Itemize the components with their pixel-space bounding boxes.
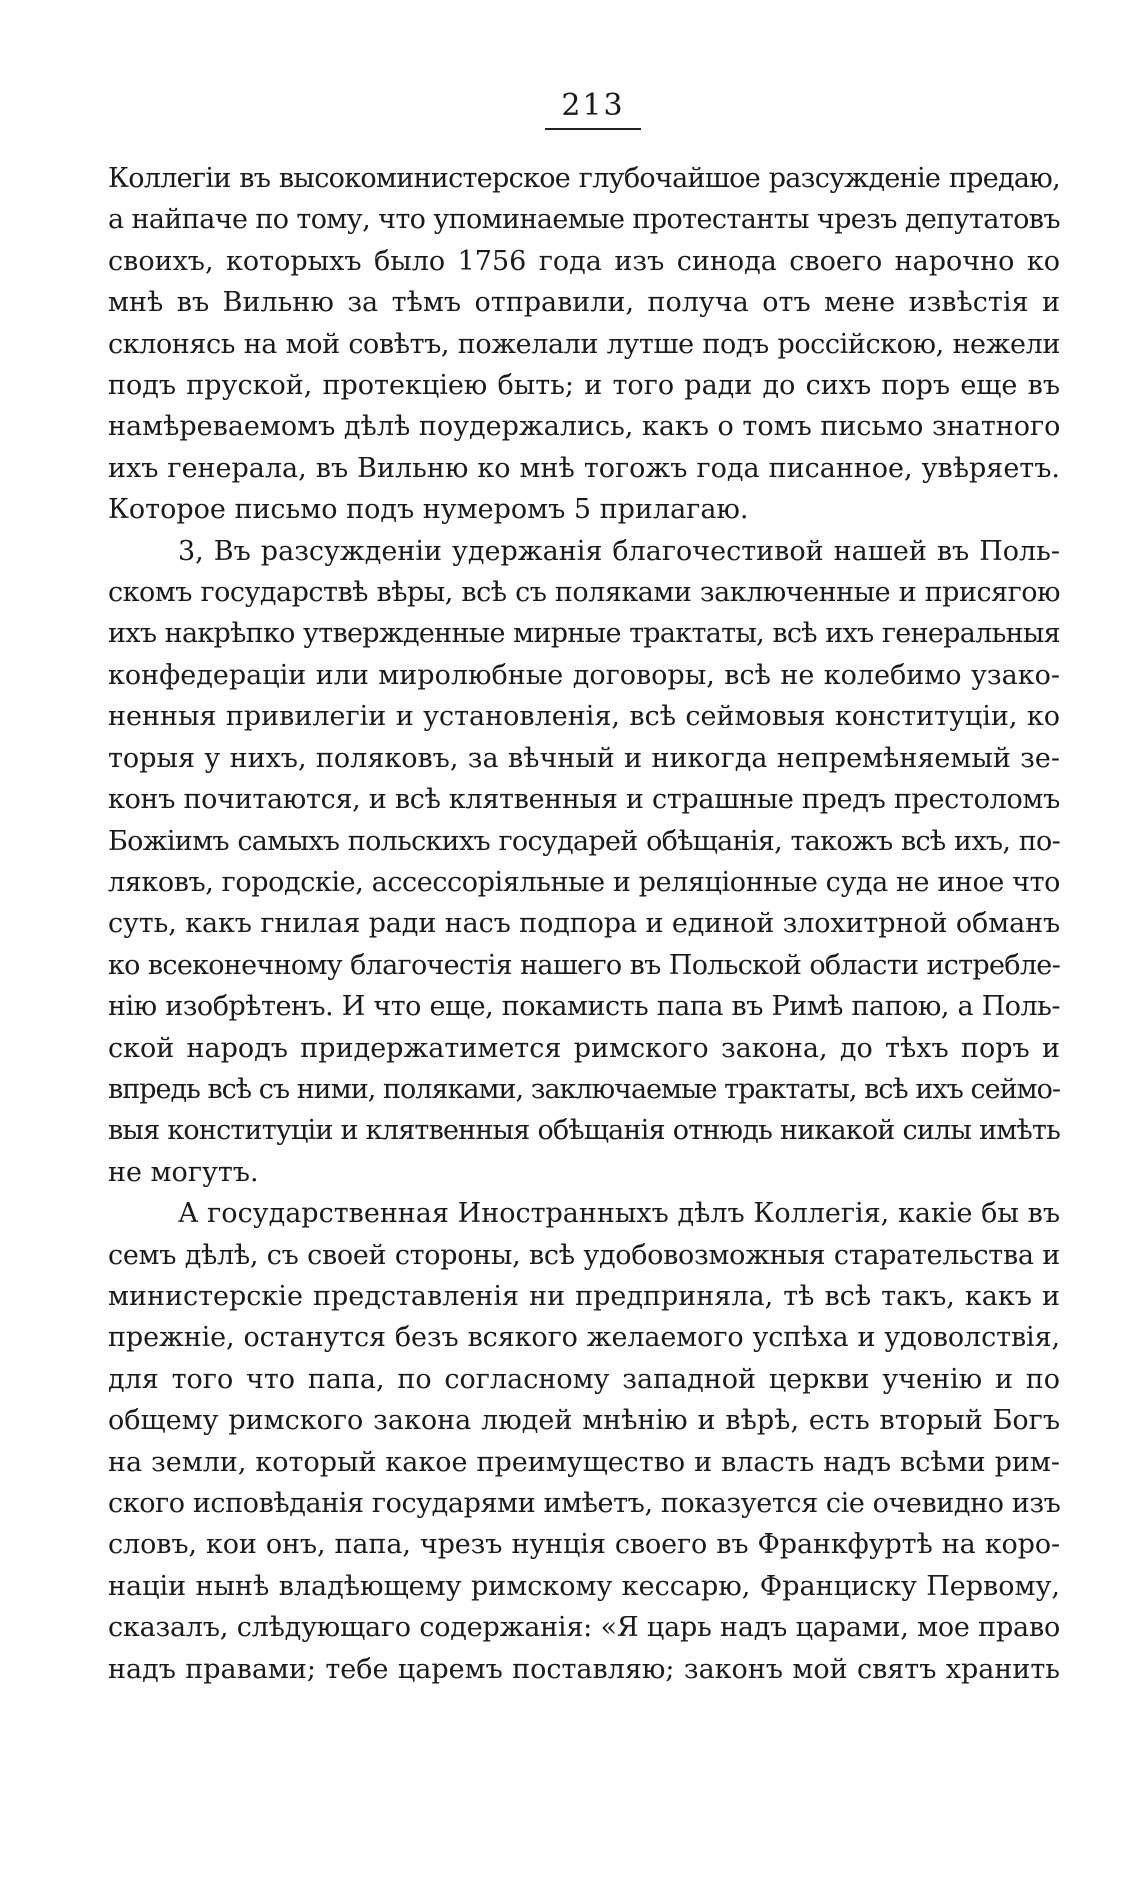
text-line: своихъ, которыхъ было 1756 года изъ синода своего нарочно ко (108, 245, 1060, 277)
text-line: ихъ генерала, въ Вильню ко мнѣ тогожъ года писанное, увѣряетъ. (108, 452, 1060, 484)
text-line: прежніе, останутся безъ всякого желаемого успѣха и удоволствія, (108, 1322, 1060, 1354)
text-line: общему римского закона людей мнѣнію и вѣрѣ, есть вторый Богъ (108, 1405, 1060, 1437)
paragraph-2 (108, 531, 1060, 1194)
text-line: на земли, который какое преимущество и власть надъ всѣми рим- (108, 1446, 1060, 1478)
text-line: впредь всѣ съ ними, поляками, заключаемые трактаты, всѣ ихъ сеймо- (108, 1073, 1060, 1105)
text-line: ихъ накрѣпко утвержденные мирные трактаты, всѣ ихъ генеральныя (108, 618, 1060, 650)
text-line: ко всеконечному благочестія нашего въ Польской области истребле- (108, 949, 1060, 981)
text-line: ского исповѣданія государями имѣетъ, показуется сіе очевидно изъ (108, 1488, 1060, 1519)
text-line: ляковъ, городскіе, ассессоріяльные и реляціонные суда не иное что (108, 866, 1060, 898)
text-line: конъ почитаются, и всѣ клятвенныя и страшные предъ престоломъ (108, 784, 1060, 816)
paragraph-3 (108, 1193, 1060, 1690)
text-line: Божіимъ самыхъ польскихъ государей обѣщанія, такожъ всѣ ихъ, по- (108, 825, 1060, 857)
text-line: А государственная Иностранныхъ дѣлъ Коллегія, какіе бы въ (178, 1198, 1060, 1230)
body-text (108, 158, 1060, 1690)
text-line: а найпаче по тому, что упоминаемые протестанты чрезъ депутатовъ (108, 204, 1060, 236)
text-line: суть, какъ гнилая ради насъ подпора и единой злохитрной обманъ (108, 908, 1060, 940)
page-number-rule (545, 128, 641, 130)
text-line: подъ пруской, протекціею быть; и того ради до сихъ поръ еще въ (108, 370, 1060, 402)
page-header (538, 88, 648, 130)
text-line: для того что папа, по согласному западной церкви ученію и по (108, 1363, 1060, 1395)
page-number: 213 (561, 88, 625, 123)
paragraph-1 (108, 158, 1060, 531)
text-line: 3, Въ разсужденіи удержанія благочестивой нашей въ Поль- (178, 535, 1060, 567)
text-line: выя конституціи и клятвенныя обѣщанія отнюдь никакой силы имѣть (108, 1115, 1060, 1147)
text-line: ской народъ придержатимется римского закона, до тѣхъ поръ и (108, 1032, 1060, 1064)
text-line: націи нынѣ владѣющему римскому кессарю, Франциску Первому, (108, 1570, 1060, 1602)
text-line: не могутъ. (108, 1156, 259, 1188)
text-line: скомъ государствѣ вѣры, всѣ съ поляками заключенные и присягою (108, 577, 1060, 609)
text-line: ненныя привилегіи и установленія, всѣ сеймовыя конституціи, ко (108, 701, 1060, 733)
text-line: семъ дѣлѣ, съ своей стороны, всѣ удобовозможныя старательства и (108, 1239, 1060, 1271)
text-line: конфедераціи или миролюбные договоры, всѣ не колебимо узако- (108, 659, 1060, 691)
text-line: Коллегіи въ высокоминистерское глубочайшое разсужденіе предаю, (108, 163, 1060, 194)
text-line: торыя у нихъ, поляковъ, за вѣчный и никогда непремѣняемый зе- (108, 742, 1060, 774)
text-line: нію изобрѣтенъ. И что еще, покамисть папа въ Римѣ папою, а Поль- (108, 991, 1060, 1023)
text-line: словъ, кои онъ, папа, чрезъ нунція своего въ Франкфуртѣ на коро- (108, 1529, 1060, 1561)
text-line: надъ правами; тебе царемъ поставляю; законъ мой святъ хранить (108, 1653, 1060, 1685)
text-line: сказалъ, слѣдующаго содержанія: «Я царь надъ царами, мое право (108, 1612, 1060, 1644)
text-line: Которое письмо подъ нумеромъ 5 прилагаю. (108, 494, 749, 526)
text-line: мнѣ въ Вильню за тѣмъ отправили, получа отъ мене извѣстія и (108, 287, 1060, 319)
text-line: намѣреваемомъ дѣлѣ поудержались, какъ о томъ письмо знатного (108, 411, 1060, 443)
text-line: склонясь на мой совѣтъ, пожелали лутше подъ россійскою, нежели (108, 328, 1060, 360)
text-line: министерскіе представленія ни предприняла, тѣ всѣ такъ, какъ и (108, 1280, 1060, 1312)
